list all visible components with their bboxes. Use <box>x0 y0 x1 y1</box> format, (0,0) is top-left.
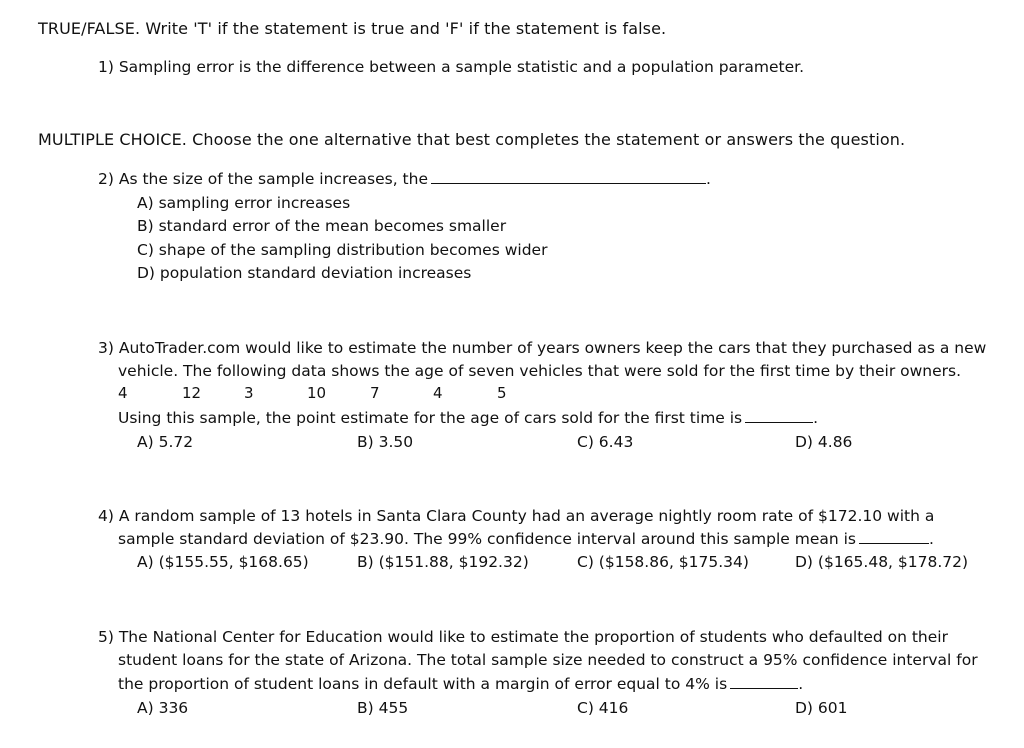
question-5-line-2: student loans for the state of Arizona. The total sample size needed to construct a 95% confidence interval for <box>118 651 978 669</box>
question-4-option-d: D) ($165.48, $178.72) <box>795 553 969 571</box>
data-value: 12 <box>182 384 202 402</box>
question-3-option-d: D) 4.86 <box>795 433 853 451</box>
tf-section-header: TRUE/FALSE. Write 'T' if the statement is true and 'F' if the statement is false. <box>38 19 667 38</box>
data-value: 10 <box>307 384 327 402</box>
data-value: 5 <box>497 384 507 402</box>
question-5-line-3 <box>118 673 803 697</box>
question-1: 1) Sampling error is the difference between a sample statistic and a population parameter. <box>98 58 805 76</box>
question-4-option-a: A) ($155.55, $168.65) <box>137 553 309 571</box>
data-value: 7 <box>370 384 380 402</box>
question-3-option-c: C) 6.43 <box>577 433 634 451</box>
question-3-line-1: 3) AutoTrader.com would like to estimate the number of years owners keep the cars that they purchased as a new <box>98 339 987 357</box>
answer-blank <box>859 542 929 544</box>
question-2-text: 2) As the size of the sample increases, the <box>98 170 428 188</box>
question-4-option-b: B) ($151.88, $192.32) <box>357 553 529 571</box>
answer-blank <box>730 687 798 689</box>
answer-blank <box>745 421 813 423</box>
question-2-period: . <box>706 170 711 188</box>
data-value: 3 <box>244 384 254 402</box>
question-5-period: . <box>798 675 804 693</box>
question-2-option-b: B) standard error of the mean becomes smaller <box>137 217 507 235</box>
question-3-option-b: B) 3.50 <box>357 433 414 451</box>
data-value: 4 <box>118 384 128 402</box>
question-5-option-b: B) 455 <box>357 699 409 717</box>
question-5-option-c: C) 416 <box>577 699 629 717</box>
question-5-option-a: A) 336 <box>137 699 189 717</box>
data-value: 4 <box>433 384 443 402</box>
question-2-option-c: C) shape of the sampling distribution becomes wider <box>137 241 548 259</box>
question-2-option-d: D) population standard deviation increases <box>137 264 472 282</box>
question-5-text: the proportion of student loans in default with a margin of error equal to 4% is <box>118 675 728 693</box>
question-3-line-2: vehicle. The following data shows the age of seven vehicles that were sold for the first time by their owners. <box>118 362 962 380</box>
answer-blank <box>431 182 706 184</box>
question-5-option-d: D) 601 <box>795 699 848 717</box>
question-3-period: . <box>813 409 819 427</box>
question-2-stem <box>98 168 711 192</box>
question-3-text: Using this sample, the point estimate for the age of cars sold for the first time is <box>118 409 743 427</box>
mc-section-header: MULTIPLE CHOICE. Choose the one alternative that best completes the statement or answers the question. <box>38 130 906 149</box>
question-4-text: sample standard deviation of $23.90. The 99% confidence interval around this sample mean is <box>118 530 856 548</box>
question-2-option-a: A) sampling error increases <box>137 194 351 212</box>
question-4-period: . <box>929 530 934 548</box>
question-4-option-c: C) ($158.86, $175.34) <box>577 553 749 571</box>
question-5-line-1: 5) The National Center for Education would like to estimate the proportion of students who defaulted on their <box>98 628 948 646</box>
question-3-option-a: A) 5.72 <box>137 433 194 451</box>
question-3-line-3 <box>118 407 818 431</box>
question-4-line-2 <box>118 528 934 552</box>
question-4-line-1: 4) A random sample of 13 hotels in Santa Clara County had an average nightly room rate of $172.10 with a <box>98 507 935 525</box>
